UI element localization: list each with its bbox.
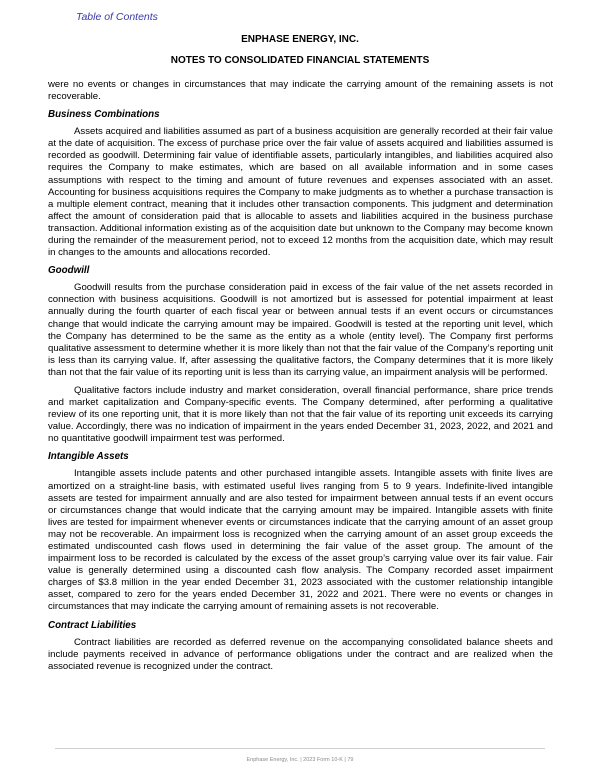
goodwill-paragraph-2: Qualitative factors include industry and market consideration, overall financial performance, share price trends and market capitalization and Company-specific events. The Company determined, after performing a qualitative review of its one reporting unit, that it is more likely than not that the fair value of its reporting unit exceeds its carrying value. Accordingly, there was no indication of impairment in the years ended December 31, 2023, 2022, and 2021 and no quantitative goodwill impairment test was performed. xyxy=(48,384,553,445)
contract-liabilities-paragraph: Contract liabilities are recorded as deferred revenue on the accompanying consolidated balance sheets and include payments received in advance of performance obligations under the contract and are realized when the associated revenue is recognized under the contract. xyxy=(48,636,553,672)
document-body xyxy=(48,79,553,679)
page-title: NOTES TO CONSOLIDATED FINANCIAL STATEMENTS xyxy=(170,55,430,66)
intangible-assets-paragraph: Intangible assets include patents and other purchased intangible assets. Intangible assets with finite lives are amortized on a straight-line basis, with estimated useful lives ranging from 5 to 9 years. Indefinite-lived intangible assets are tested for impairment annually and are also tested for impairment between annual tests if an event occurs or circumstances change that would indicate that the carrying amount may be impaired. Intangible assets with finite lives are tested for impairment whenever events or circumstances indicate that the carrying amount of an asset group may not be recoverable. An impairment loss is recognized when the carrying amount of an asset group exceeds the estimated undiscounted cash flows used in determining the fair value of the asset group. The amount of the impairment loss to be recorded is calculated by the excess of the asset group’s carrying value over its fair value. Fair value is generally determined using a discounted cash flow analysis. The Company recorded asset impairment charges of $3.8 million in the year ended December 31, 2023 associated with the customer relationship intangible asset, compared to zero for the years ended December 31, 2022 and 2021. There were no events or changes in circumstances that may indicate the carrying amount of remaining assets is not recoverable. xyxy=(48,468,553,613)
footer-divider xyxy=(55,748,545,749)
section-heading-goodwill: Goodwill xyxy=(48,265,90,277)
section-heading-contract-liabilities: Contract Liabilities xyxy=(48,619,137,631)
continuation-paragraph: were no events or changes in circumstances that may indicate the carrying amount of the remaining assets is not recoverable. xyxy=(48,79,553,103)
table-of-contents-link[interactable]: Table of Contents xyxy=(76,11,158,23)
company-name: ENPHASE ENERGY, INC. xyxy=(241,34,359,45)
business-combinations-paragraph: Assets acquired and liabilities assumed as part of a business acquisition are generally recorded at their fair value at the date of acquisition. The excess of purchase price over the fair value of assets acquired and liabilities assumed is recorded as goodwill. Determining fair value of identifiable assets, particularly intangibles, and liabilities acquired also requires the Company to make estimates, which are based on all available information and in some cases assumptions with respect to the timing and amount of future revenues and expenses associated with an asset. Accounting for business acquisitions requires the Company to make judgments as to whether a purchase transaction is a multiple element contract, meaning that it includes other transaction components. This judgment and determination affect the amount of consideration paid that is allocable to assets and liabilities acquired in the business purchase transaction. Additional information existing as of the acquisition date but unknown to the Company may become known during the remainder of the measurement period, not to exceed 12 months from the acquisition date, which may result in changes to the amounts and allocations recorded. xyxy=(48,126,554,259)
page-footer: Enphase Energy, Inc. | 2023 Form 10-K | 79 xyxy=(246,757,354,763)
section-heading-business-combinations: Business Combinations xyxy=(48,109,160,121)
section-heading-intangible-assets: Intangible Assets xyxy=(48,451,129,463)
goodwill-paragraph-1: Goodwill results from the purchase consideration paid in excess of the fair value of the net assets recorded in connection with business acquisitions. Goodwill is not amortized but is assessed for potential impairment at least annually during the fourth quarter of each fiscal year or between annual tests if an event occurs or circumstances change that would indicate the carrying amount may be impaired. Goodwill is tested at the reporting unit level, which the Company has determined to be the same as the entity as a whole (entity level). The Company first performs qualitative assessment to determine whether it is more likely than not that the fair value of the Company’s reporting unit is less than its carrying value. If, after assessing the qualitative factors, the Company determines that it is more likely than not that the fair value of its reporting unit is less than its carrying value, an impairment analysis will be performed. xyxy=(48,282,553,378)
